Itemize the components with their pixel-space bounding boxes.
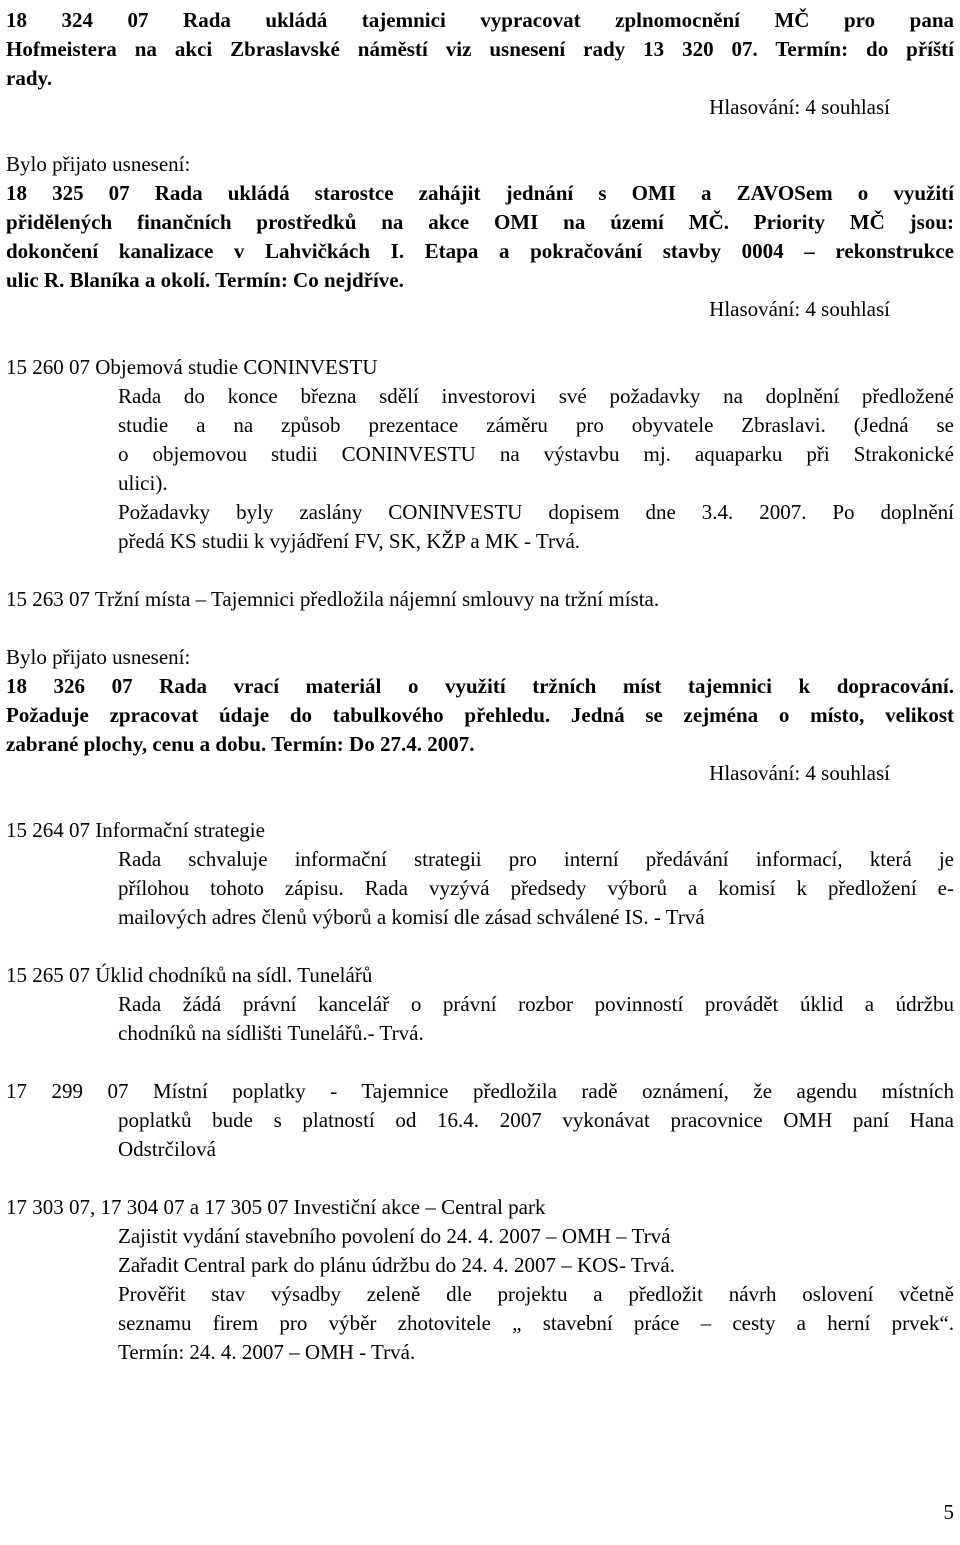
resolution-intro: Bylo přijato usnesení: <box>6 645 191 669</box>
item-17-303-line-1: Zajistit vydání stavebního povolení do 24. 4. 2007 – OMH – Trvá <box>118 1224 671 1248</box>
item-15-260-line-4: ulici). <box>118 471 168 495</box>
item-17-303-line-5: Termín: 24. 4. 2007 – OMH - Trvá. <box>118 1340 416 1364</box>
resolution-18-325-line-3: dokončení kanalizace v Lahvičkách I. Etapa a pokračování stavby 0004 – rekonstrukce <box>6 239 954 263</box>
vote-result: Hlasování: 4 souhlasí <box>709 297 890 321</box>
item-17-303-heading: 17 303 07, 17 304 07 a 17 305 07 Investiční akce – Central park <box>6 1195 546 1219</box>
item-15-260-line-6: předá KS studii k vyjádření FV, SK, KŽP a MK - Trvá. <box>118 529 581 553</box>
item-17-299-line-1: 17 299 07 Místní poplatky - Tajemnice předložila radě oznámení, že agendu místních <box>6 1079 954 1103</box>
resolution-18-325-line-2: přidělených finančních prostředků na akce OMI na území MČ. Priority MČ jsou: <box>6 210 954 234</box>
item-15-260-heading: 15 260 07 Objemová studie CONINVESTU <box>6 355 378 379</box>
item-15-264-line-1: Rada schvaluje informační strategii pro interní předávání informací, která je <box>118 847 954 871</box>
item-17-303-line-3: Prověřit stav výsadby zeleně dle projektu a předložit návrh oslovení včetně <box>118 1282 954 1306</box>
resolution-18-326-line-1: 18 326 07 Rada vrací materiál o využití tržních míst tajemnici k dopracování. <box>6 674 954 698</box>
item-15-260-line-3: o objemovou studii CONINVESTU na výstavbu mj. aquaparku při Strakonické <box>118 442 954 466</box>
item-15-265-line-1: Rada žádá právní kancelář o právní rozbor povinností provádět úklid a údržbu <box>118 992 954 1016</box>
resolution-18-325-line-4: ulic R. Blaníka a okolí. Termín: Co nejdříve. <box>6 268 404 292</box>
item-17-299-line-3: Odstrčilová <box>118 1137 216 1161</box>
item-15-264-heading: 15 264 07 Informační strategie <box>6 818 265 842</box>
item-15-263-heading: 15 263 07 Tržní místa – Tajemnici předložila nájemní smlouvy na tržní místa. <box>6 587 660 611</box>
resolution-18-324-line-2: Hofmeistera na akci Zbraslavské náměstí viz usnesení rady 13 320 07. Termín: do příští <box>6 37 954 61</box>
item-17-303-line-2: Zařadit Central park do plánu údržbu do 24. 4. 2007 – KOS- Trvá. <box>118 1253 676 1277</box>
item-15-260-line-1: Rada do konce března sdělí investorovi své požadavky na doplnění předložené <box>118 384 954 408</box>
item-15-260-line-5: Požadavky byly zaslány CONINVESTU dopisem dne 3.4. 2007. Po doplnění <box>118 500 954 524</box>
item-17-299-line-2: poplatků bude s platností od 16.4. 2007 vykonávat pracovnice OMH paní Hana <box>118 1108 954 1132</box>
resolution-intro: Bylo přijato usnesení: <box>6 152 191 176</box>
vote-result: Hlasování: 4 souhlasí <box>709 761 890 785</box>
item-17-303-line-4: seznamu firem pro výběr zhotovitele „ stavební práce – cesty a herní prvek“. <box>118 1311 954 1335</box>
resolution-18-324-line-3: rady. <box>6 66 53 90</box>
resolution-18-325-line-1: 18 325 07 Rada ukládá starostce zahájit jednání s OMI a ZAVOSem o využití <box>6 181 954 205</box>
resolution-18-324-line-1: 18 324 07 Rada ukládá tajemnici vypracovat zplnomocnění MČ pro pana <box>6 8 954 32</box>
page-number: 5 <box>943 1500 954 1524</box>
vote-result: Hlasování: 4 souhlasí <box>709 95 890 119</box>
resolution-18-326-line-3: zabrané plochy, cenu a dobu. Termín: Do 27.4. 2007. <box>6 732 475 756</box>
item-15-265-line-2: chodníků na sídlišti Tunelářů.- Trvá. <box>118 1021 424 1045</box>
item-15-260-line-2: studie a na způsob prezentace záměru pro obyvatele Zbraslavi. (Jedná se <box>118 413 954 437</box>
item-15-265-heading: 15 265 07 Úklid chodníků na sídl. Tunelářů <box>6 963 373 987</box>
item-15-264-line-2: přílohou tohoto zápisu. Rada vyzývá předsedy výborů a komisí k předložení e- <box>118 876 954 900</box>
resolution-18-326-line-2: Požaduje zpracovat údaje do tabulkového přehledu. Jedná se zejména o místo, velikost <box>6 703 954 727</box>
item-15-264-line-3: mailových adres členů výborů a komisí dle zásad schválené IS. - Trvá <box>118 905 705 929</box>
